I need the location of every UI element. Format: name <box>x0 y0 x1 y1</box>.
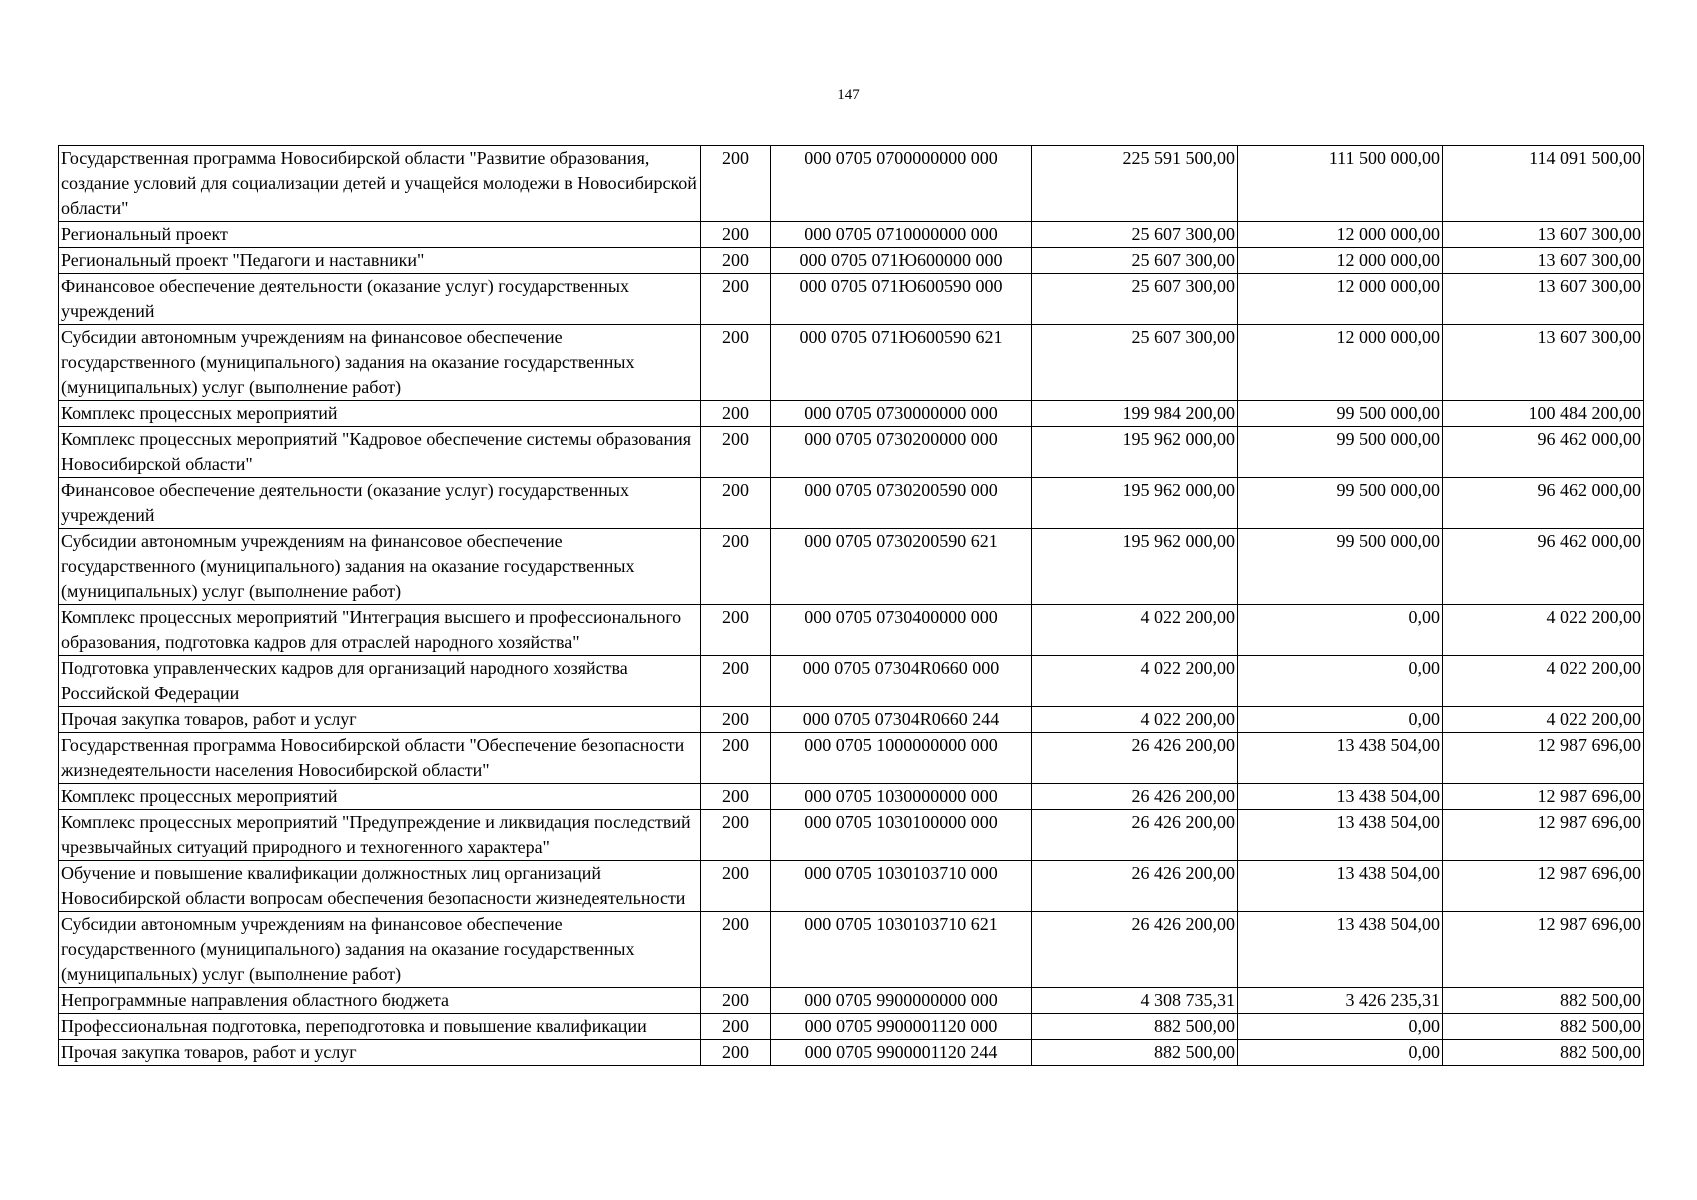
budget-item-name: Подготовка управленческих кадров для организаций народного хозяйства Российской Федерации <box>59 656 701 707</box>
budget-item-name: Непрограммные направления областного бюджета <box>59 988 701 1014</box>
budget-item-name: Комплекс процессных мероприятий "Кадровое обеспечение системы образования Новосибирской области" <box>59 427 701 478</box>
classification-code: 000 0705 1030100000 000 <box>771 810 1032 861</box>
amount-total: 195 962 000,00 <box>1032 529 1238 605</box>
table-row <box>59 912 1644 988</box>
amount-total: 25 607 300,00 <box>1032 248 1238 274</box>
amount-part-2: 12 987 696,00 <box>1443 784 1644 810</box>
amount-part-2: 4 022 200,00 <box>1443 605 1644 656</box>
classification-code: 000 0705 1030103710 621 <box>771 912 1032 988</box>
classification-code: 000 0705 071Ю600590 000 <box>771 274 1032 325</box>
budget-item-name: Финансовое обеспечение деятельности (оказание услуг) государственных учреждений <box>59 478 701 529</box>
amount-total: 26 426 200,00 <box>1032 912 1238 988</box>
amount-part-1: 0,00 <box>1238 656 1443 707</box>
amount-part-2: 100 484 200,00 <box>1443 401 1644 427</box>
admin-code: 200 <box>701 707 771 733</box>
admin-code: 200 <box>701 248 771 274</box>
amount-part-2: 13 607 300,00 <box>1443 222 1644 248</box>
admin-code: 200 <box>701 146 771 222</box>
amount-total: 195 962 000,00 <box>1032 427 1238 478</box>
admin-code: 200 <box>701 656 771 707</box>
amount-part-1: 13 438 504,00 <box>1238 912 1443 988</box>
table-row <box>59 1014 1644 1040</box>
table-row <box>59 248 1644 274</box>
amount-total: 26 426 200,00 <box>1032 810 1238 861</box>
admin-code: 200 <box>701 861 771 912</box>
classification-code: 000 0705 1000000000 000 <box>771 733 1032 784</box>
amount-part-1: 12 000 000,00 <box>1238 222 1443 248</box>
amount-total: 225 591 500,00 <box>1032 146 1238 222</box>
amount-part-1: 13 438 504,00 <box>1238 784 1443 810</box>
table-row <box>59 529 1644 605</box>
table-row <box>59 707 1644 733</box>
classification-code: 000 0705 9900001120 000 <box>771 1014 1032 1040</box>
amount-part-1: 0,00 <box>1238 1014 1443 1040</box>
amount-part-1: 12 000 000,00 <box>1238 274 1443 325</box>
table-row <box>59 605 1644 656</box>
admin-code: 200 <box>701 478 771 529</box>
admin-code: 200 <box>701 222 771 248</box>
classification-code: 000 0705 0730200590 000 <box>771 478 1032 529</box>
table-row <box>59 784 1644 810</box>
amount-part-2: 96 462 000,00 <box>1443 427 1644 478</box>
classification-code: 000 0705 0700000000 000 <box>771 146 1032 222</box>
classification-code: 000 0705 071Ю600000 000 <box>771 248 1032 274</box>
budget-item-name: Комплекс процессных мероприятий <box>59 401 701 427</box>
table-row <box>59 222 1644 248</box>
table-row <box>59 325 1644 401</box>
amount-part-2: 4 022 200,00 <box>1443 707 1644 733</box>
classification-code: 000 0705 07304R0660 000 <box>771 656 1032 707</box>
amount-part-1: 12 000 000,00 <box>1238 325 1443 401</box>
classification-code: 000 0705 0730000000 000 <box>771 401 1032 427</box>
budget-item-name: Финансовое обеспечение деятельности (оказание услуг) государственных учреждений <box>59 274 701 325</box>
amount-part-1: 0,00 <box>1238 1040 1443 1066</box>
classification-code: 000 0705 07304R0660 244 <box>771 707 1032 733</box>
amount-part-1: 111 500 000,00 <box>1238 146 1443 222</box>
budget-item-name: Региональный проект <box>59 222 701 248</box>
admin-code: 200 <box>701 733 771 784</box>
amount-total: 882 500,00 <box>1032 1014 1238 1040</box>
admin-code: 200 <box>701 274 771 325</box>
budget-item-name: Комплекс процессных мероприятий "Интеграция высшего и профессионального образования, подготовка кадров для отраслей народного хозяйства" <box>59 605 701 656</box>
classification-code: 000 0705 1030000000 000 <box>771 784 1032 810</box>
amount-part-1: 99 500 000,00 <box>1238 427 1443 478</box>
admin-code: 200 <box>701 912 771 988</box>
amount-part-2: 882 500,00 <box>1443 1014 1644 1040</box>
budget-item-name: Комплекс процессных мероприятий <box>59 784 701 810</box>
budget-item-name: Субсидии автономным учреждениям на финансовое обеспечение государственного (муниципального) задания на оказание государственных (муниципальных) услуг (выполнение работ) <box>59 912 701 988</box>
amount-total: 882 500,00 <box>1032 1040 1238 1066</box>
amount-total: 25 607 300,00 <box>1032 325 1238 401</box>
classification-code: 000 0705 9900000000 000 <box>771 988 1032 1014</box>
table-row <box>59 274 1644 325</box>
admin-code: 200 <box>701 784 771 810</box>
budget-item-name: Прочая закупка товаров, работ и услуг <box>59 1040 701 1066</box>
amount-total: 4 022 200,00 <box>1032 656 1238 707</box>
budget-table-body <box>59 146 1644 1066</box>
amount-total: 4 022 200,00 <box>1032 605 1238 656</box>
classification-code: 000 0705 071Ю600590 621 <box>771 325 1032 401</box>
classification-code: 000 0705 9900001120 244 <box>771 1040 1032 1066</box>
admin-code: 200 <box>701 401 771 427</box>
budget-item-name: Субсидии автономным учреждениям на финансовое обеспечение государственного (муниципального) задания на оказание государственных (муниципальных) услуг (выполнение работ) <box>59 529 701 605</box>
classification-code: 000 0705 0710000000 000 <box>771 222 1032 248</box>
table-row <box>59 861 1644 912</box>
table-row <box>59 1040 1644 1066</box>
table-row <box>59 401 1644 427</box>
amount-part-1: 13 438 504,00 <box>1238 861 1443 912</box>
amount-part-1: 13 438 504,00 <box>1238 733 1443 784</box>
budget-item-name: Обучение и повышение квалификации должностных лиц организаций Новосибирской области вопросам обеспечения безопасности жизнедеятельности <box>59 861 701 912</box>
admin-code: 200 <box>701 529 771 605</box>
amount-part-2: 4 022 200,00 <box>1443 656 1644 707</box>
amount-part-1: 99 500 000,00 <box>1238 529 1443 605</box>
table-row <box>59 146 1644 222</box>
budget-item-name: Государственная программа Новосибирской области "Развитие образования, создание условий для социализации детей и учащейся молодежи в Новосибирской области" <box>59 146 701 222</box>
amount-total: 4 308 735,31 <box>1032 988 1238 1014</box>
amount-part-1: 12 000 000,00 <box>1238 248 1443 274</box>
amount-total: 26 426 200,00 <box>1032 861 1238 912</box>
amount-total: 4 022 200,00 <box>1032 707 1238 733</box>
amount-part-1: 0,00 <box>1238 605 1443 656</box>
amount-part-1: 99 500 000,00 <box>1238 478 1443 529</box>
amount-part-1: 99 500 000,00 <box>1238 401 1443 427</box>
amount-part-2: 96 462 000,00 <box>1443 529 1644 605</box>
amount-total: 25 607 300,00 <box>1032 222 1238 248</box>
admin-code: 200 <box>701 1014 771 1040</box>
amount-total: 26 426 200,00 <box>1032 784 1238 810</box>
amount-total: 26 426 200,00 <box>1032 733 1238 784</box>
budget-item-name: Профессиональная подготовка, переподготовка и повышение квалификации <box>59 1014 701 1040</box>
page-number: 147 <box>837 87 860 103</box>
table-row <box>59 427 1644 478</box>
amount-part-2: 12 987 696,00 <box>1443 733 1644 784</box>
table-row <box>59 988 1644 1014</box>
budget-item-name: Комплекс процессных мероприятий "Предупреждение и ликвидация последствий чрезвычайных ситуаций природного и техногенного характера" <box>59 810 701 861</box>
table-row <box>59 810 1644 861</box>
classification-code: 000 0705 1030103710 000 <box>771 861 1032 912</box>
table-row <box>59 478 1644 529</box>
admin-code: 200 <box>701 427 771 478</box>
amount-part-1: 13 438 504,00 <box>1238 810 1443 861</box>
budget-item-name: Субсидии автономным учреждениям на финансовое обеспечение государственного (муниципального) задания на оказание государственных (муниципальных) услуг (выполнение работ) <box>59 325 701 401</box>
admin-code: 200 <box>701 605 771 656</box>
amount-part-2: 13 607 300,00 <box>1443 274 1644 325</box>
amount-part-1: 0,00 <box>1238 707 1443 733</box>
amount-total: 25 607 300,00 <box>1032 274 1238 325</box>
amount-part-2: 12 987 696,00 <box>1443 861 1644 912</box>
classification-code: 000 0705 0730200590 621 <box>771 529 1032 605</box>
amount-part-2: 96 462 000,00 <box>1443 478 1644 529</box>
budget-item-name: Государственная программа Новосибирской области "Обеспечение безопасности жизнедеятельности населения Новосибирской области" <box>59 733 701 784</box>
amount-total: 195 962 000,00 <box>1032 478 1238 529</box>
admin-code: 200 <box>701 1040 771 1066</box>
amount-total: 199 984 200,00 <box>1032 401 1238 427</box>
amount-part-2: 12 987 696,00 <box>1443 810 1644 861</box>
admin-code: 200 <box>701 325 771 401</box>
amount-part-1: 3 426 235,31 <box>1238 988 1443 1014</box>
amount-part-2: 882 500,00 <box>1443 1040 1644 1066</box>
amount-part-2: 13 607 300,00 <box>1443 325 1644 401</box>
amount-part-2: 882 500,00 <box>1443 988 1644 1014</box>
admin-code: 200 <box>701 810 771 861</box>
admin-code: 200 <box>701 988 771 1014</box>
amount-part-2: 114 091 500,00 <box>1443 146 1644 222</box>
budget-table <box>58 145 1644 1066</box>
amount-part-2: 13 607 300,00 <box>1443 248 1644 274</box>
classification-code: 000 0705 0730200000 000 <box>771 427 1032 478</box>
budget-item-name: Прочая закупка товаров, работ и услуг <box>59 707 701 733</box>
amount-part-2: 12 987 696,00 <box>1443 912 1644 988</box>
table-row <box>59 656 1644 707</box>
table-row <box>59 733 1644 784</box>
budget-item-name: Региональный проект "Педагоги и наставники" <box>59 248 701 274</box>
classification-code: 000 0705 0730400000 000 <box>771 605 1032 656</box>
